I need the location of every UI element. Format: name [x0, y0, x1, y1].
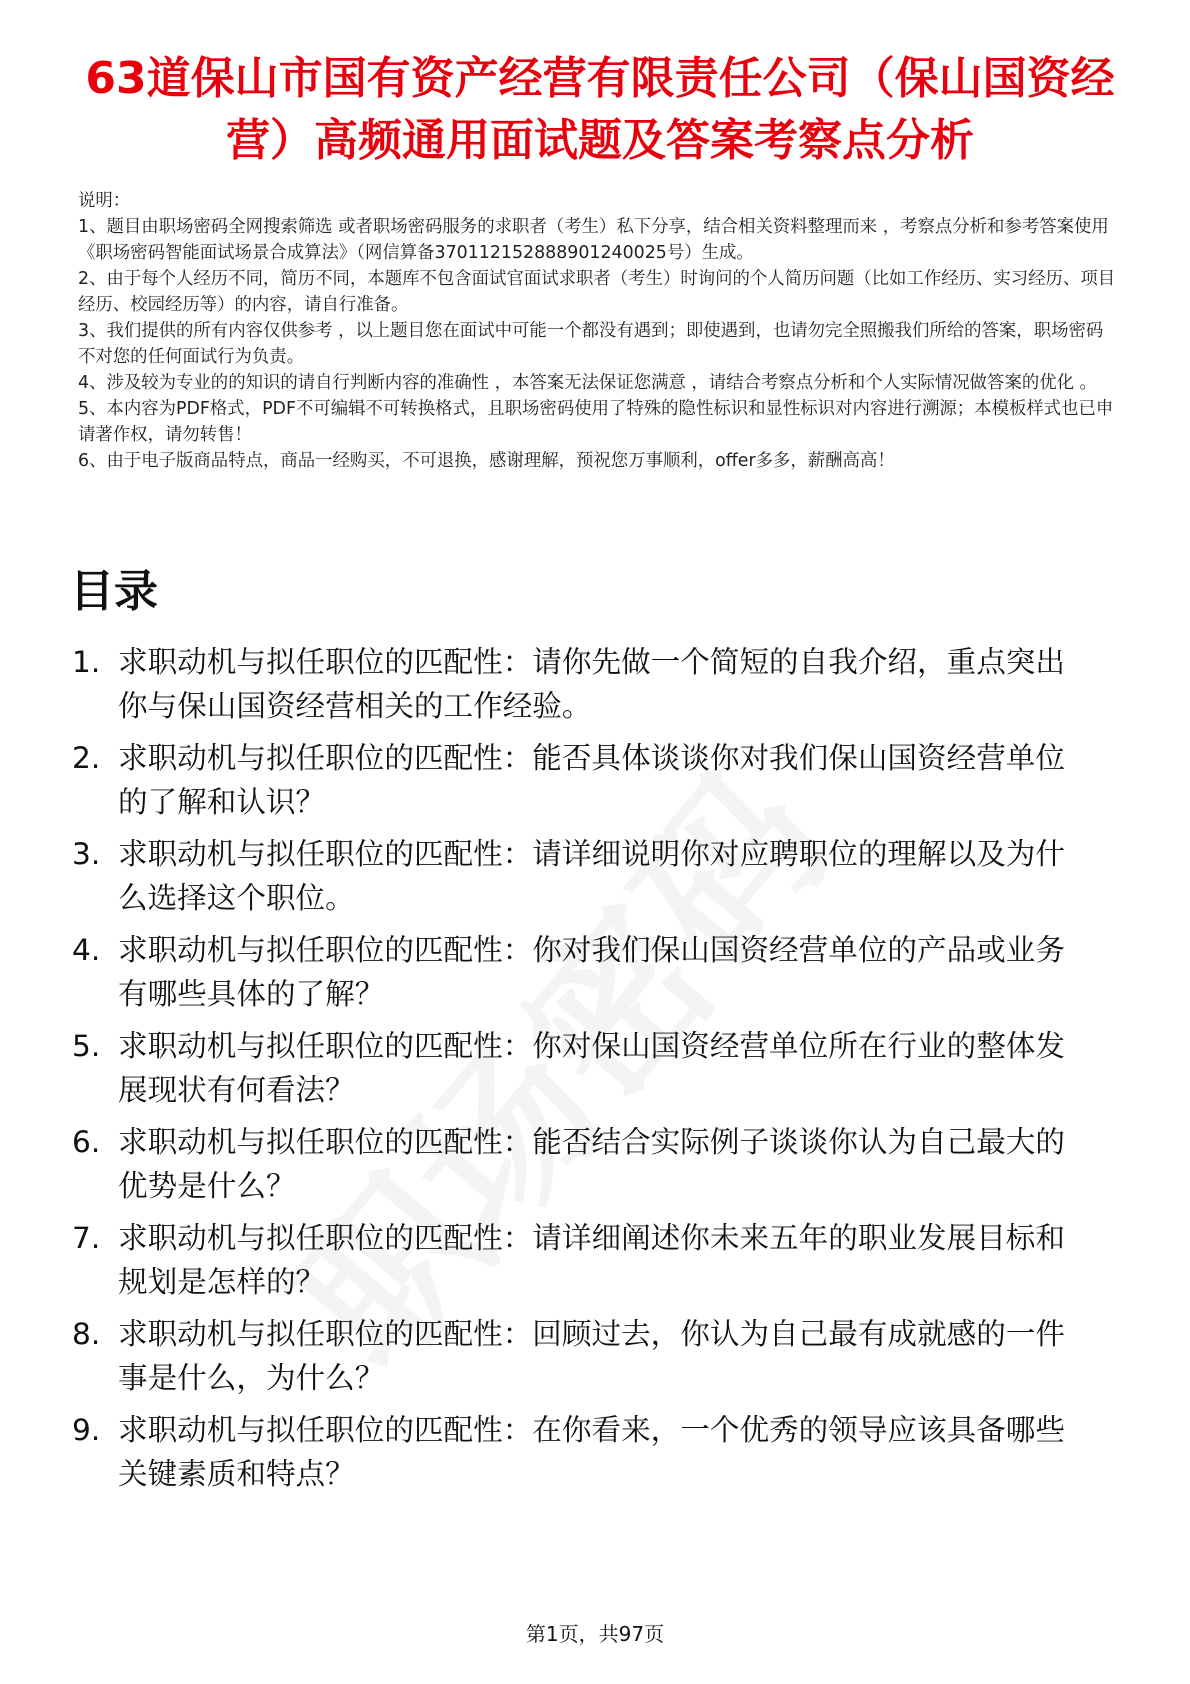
toc-item[interactable] [70, 736, 1130, 832]
document-title: 63道保山市国有资产经营有限责任公司（保山国资经营）高频通用面试题及答案考察点分析 [85, 53, 1115, 166]
toc-item-number: 5. [72, 1029, 101, 1063]
note-item: 1、题目由职场密码全网搜索筛选 或者职场密码服务的求职者（考生）私下分享，结合相关资料整理而来 ，考察点分析和参考答案使用《职场密码智能面试场景合成算法》（网信算备370112152888901240025号）生成。 [78, 217, 1109, 263]
note-item: 5、本内容为PDF格式，PDF不可编辑不可转换格式，且职场密码使用了特殊的隐性标识和显性标识对内容进行溯源；本模板样式也已申请著作权，请勿转售！ [78, 399, 1114, 445]
toc-item-text: 求职动机与拟任职位的匹配性：你对保山国资经营单位所在行业的整体发展现状有何看法？ [118, 1029, 1065, 1107]
toc-item-text: 求职动机与拟任职位的匹配性：回顾过去，你认为自己最有成就感的一件事是什么，为什么？ [118, 1317, 1065, 1395]
notes-section [78, 188, 1118, 474]
toc-item-text: 求职动机与拟任职位的匹配性：能否具体谈谈你对我们保山国资经营单位的了解和认识？ [118, 741, 1065, 819]
note-item: 4、涉及较为专业的的知识的请自行判断内容的准确性 ，本答案无法保证您满意 ，请结合考察点分析和个人实际情况做答案的优化 。 [78, 373, 1097, 393]
toc-item[interactable] [70, 1120, 1130, 1216]
notes-heading: 说明： [78, 191, 131, 211]
toc-item-number: 6. [72, 1125, 101, 1159]
toc-item-number: 2. [72, 741, 101, 775]
note-item: 6、由于电子版商品特点，商品一经购买，不可退换，感谢理解，预祝您万事顺利，offer多多，薪酬高高！ [78, 451, 895, 471]
page-footer: 第1页，共97页 [525, 1622, 665, 1646]
toc-item[interactable] [70, 832, 1130, 928]
toc-item[interactable] [70, 1408, 1130, 1504]
toc-item[interactable] [70, 1216, 1130, 1312]
toc-item[interactable] [70, 640, 1130, 736]
toc-item-text: 求职动机与拟任职位的匹配性：请你先做一个简短的自我介绍，重点突出你与保山国资经营相关的工作经验。 [118, 645, 1065, 723]
toc-item-number: 8. [72, 1317, 101, 1351]
toc-item[interactable] [70, 1312, 1130, 1408]
toc-item-number: 1. [72, 645, 101, 679]
toc-item-text: 求职动机与拟任职位的匹配性：请详细阐述你未来五年的职业发展目标和规划是怎样的？ [118, 1221, 1065, 1299]
toc-item-text: 求职动机与拟任职位的匹配性：能否结合实际例子谈谈你认为自己最大的优势是什么？ [118, 1125, 1065, 1203]
toc-item-number: 7. [72, 1221, 101, 1255]
note-item: 3、我们提供的所有内容仅供参考 ，以上题目您在面试中可能一个都没有遇到；即使遇到，也请勿完全照搬我们所给的答案，职场密码不对您的任何面试行为负责。 [78, 321, 1104, 367]
toc-item[interactable] [70, 1024, 1130, 1120]
toc-item-text: 求职动机与拟任职位的匹配性：请详细说明你对应聘职位的理解以及为什么选择这个职位。 [118, 837, 1065, 915]
toc-item-text: 求职动机与拟任职位的匹配性：你对我们保山国资经营单位的产品或业务有哪些具体的了解？ [118, 933, 1065, 1011]
toc-heading: 目录 [70, 566, 158, 617]
toc-item-number: 4. [72, 933, 101, 967]
toc-item-text: 求职动机与拟任职位的匹配性：在你看来，一个优秀的领导应该具备哪些关键素质和特点？ [118, 1413, 1065, 1491]
toc-item[interactable] [70, 928, 1130, 1024]
toc-item-number: 9. [72, 1413, 101, 1447]
note-item: 2、由于每个人经历不同，简历不同，本题库不包含面试官面试求职者（考生）时询问的个人简历问题（比如工作经历、实习经历、项目经历、校园经历等）的内容，请自行准备。 [78, 269, 1116, 315]
table-of-contents [70, 640, 1130, 1504]
toc-item-number: 3. [72, 837, 101, 871]
